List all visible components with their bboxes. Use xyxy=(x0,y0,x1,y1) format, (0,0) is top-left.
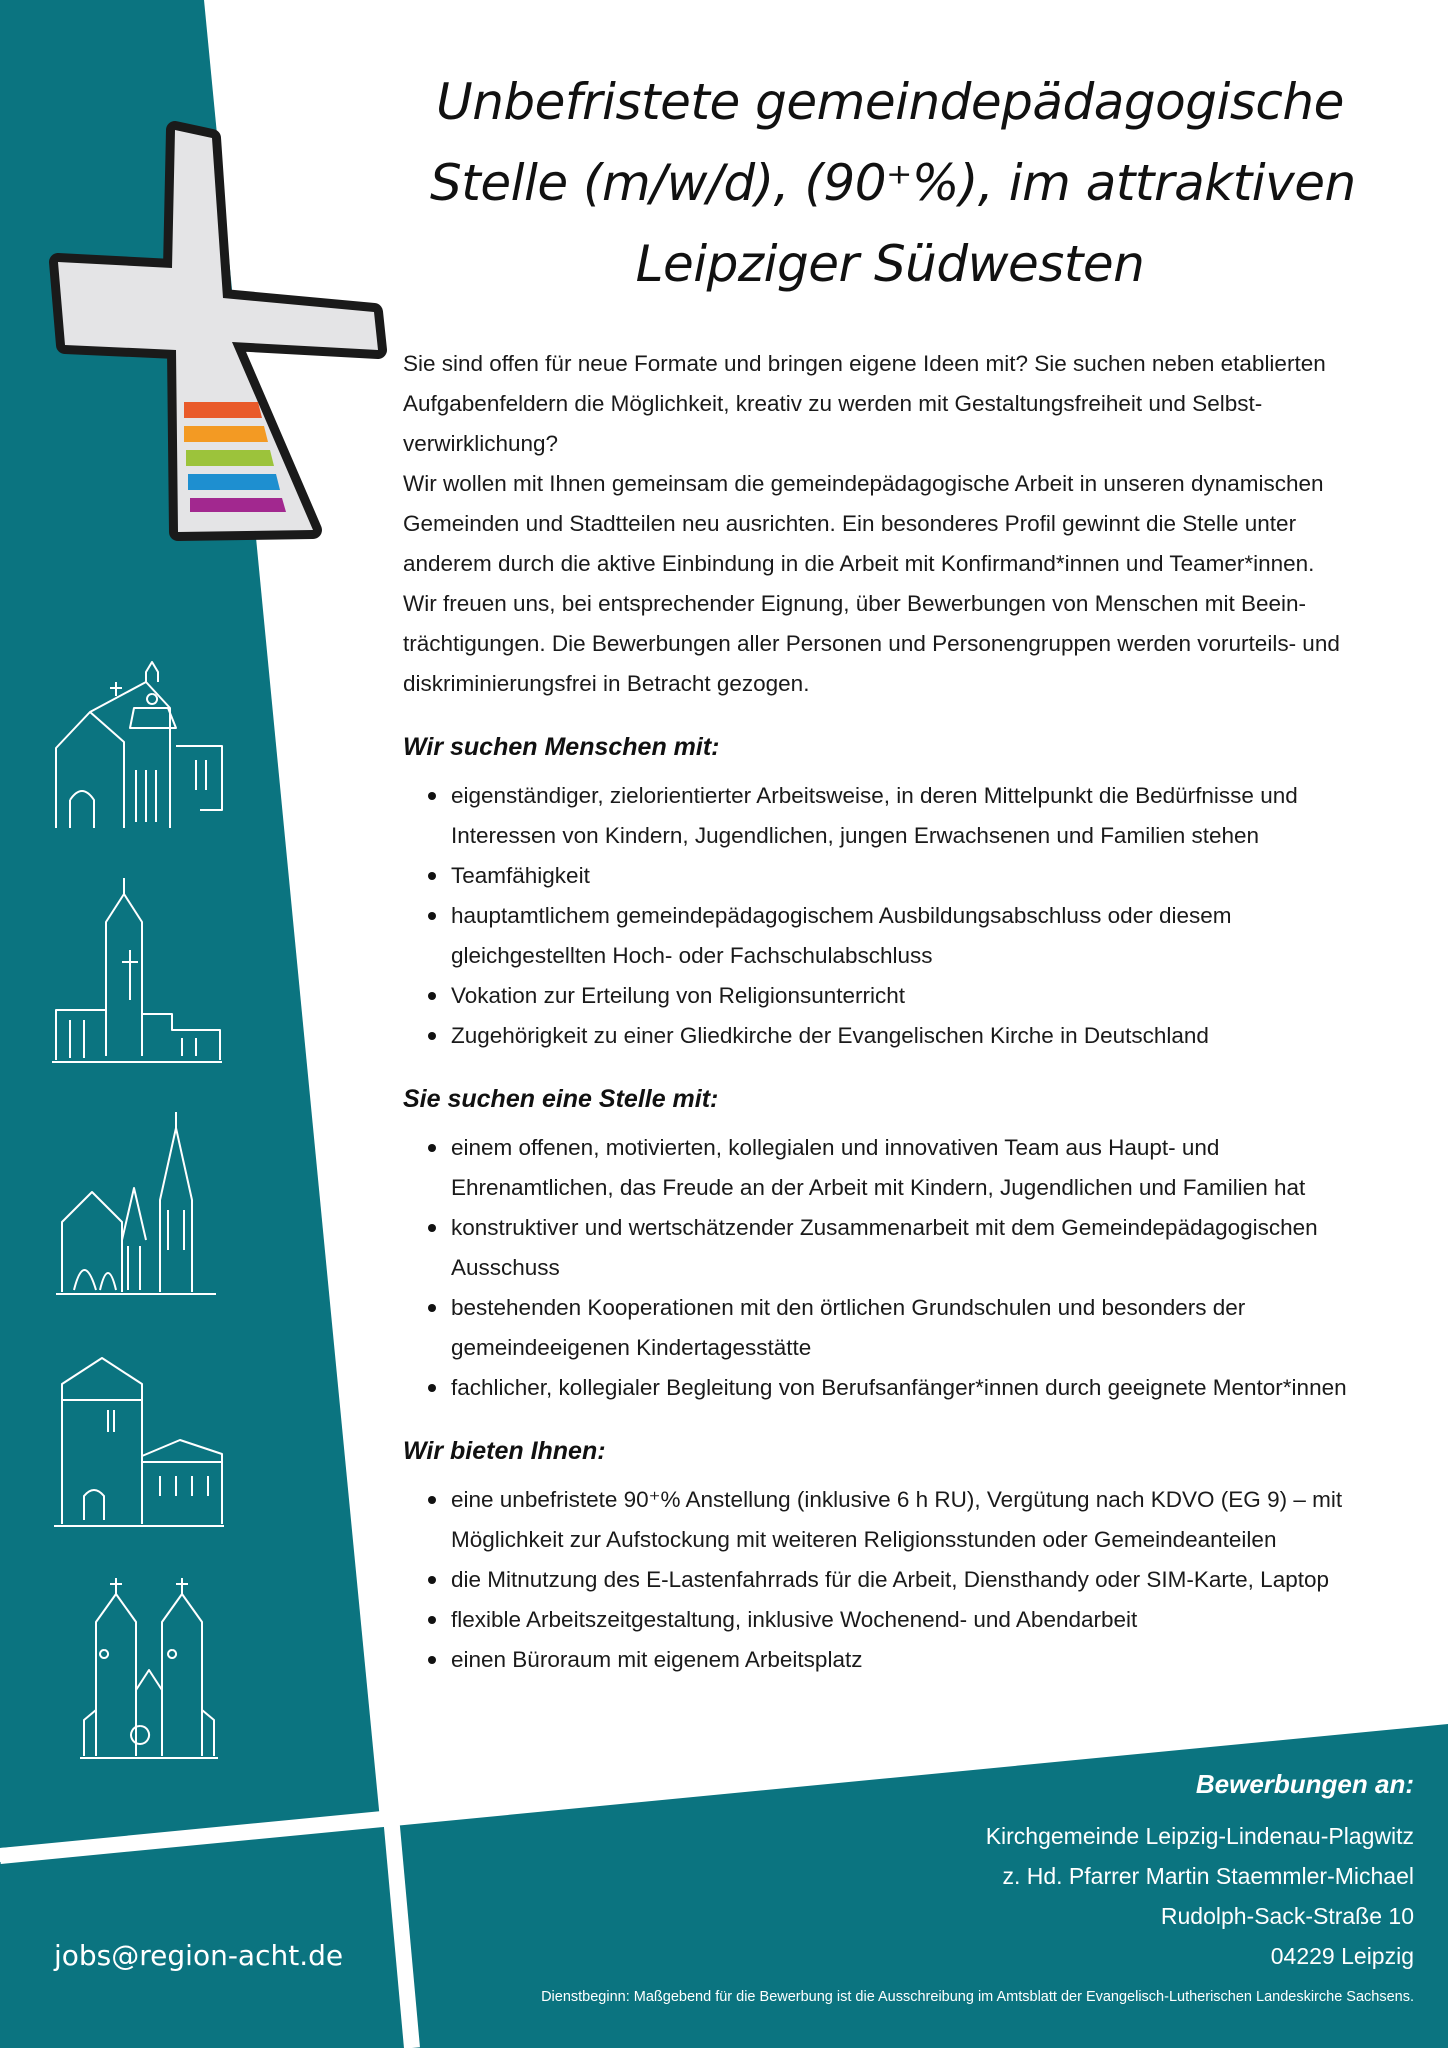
section-heading: Sie suchen eine Stelle mit: xyxy=(403,1085,719,1113)
address-line: Kirchgemeinde Leipzig-Lindenau-Plagwitz xyxy=(985,1823,1414,1849)
contact-email[interactable]: jobs@region-acht.de xyxy=(54,1939,344,1972)
application-heading: Bewerbungen an: xyxy=(1195,1769,1414,1799)
list-item: bestehenden Kooperationen mit den örtlichen Grundschulen und besonders der gemeindeeigenen Kindertagesstätte xyxy=(451,1288,1363,1368)
address-line: Rudolph-Sack-Straße 10 xyxy=(1160,1903,1414,1929)
page-title xyxy=(430,62,1356,305)
list-item: konstruktiver und wertschätzender Zusammenarbeit mit dem Gemeindepädagogischen Ausschuss xyxy=(451,1208,1363,1288)
list-item: einem offenen, motivierten, kollegialen und innovativen Team aus Haupt- und Ehrenamtlichen, das Freude an der Arbeit mit Kindern, Jugendlichen und Familien hat xyxy=(451,1128,1363,1208)
application-address xyxy=(986,1766,1414,1976)
list-item: Vokation zur Erteilung von Religionsunterricht xyxy=(451,976,1363,1016)
section-requirements xyxy=(403,730,1363,1056)
list-item: Teamfähigkeit xyxy=(451,856,1363,896)
title-line-2: Stelle (m/w/d), (90⁺%), im attraktiven xyxy=(430,154,1356,212)
list-item: fachlicher, kollegialer Begleitung von Berufsanfänger*innen durch geeignete Mentor*innen xyxy=(451,1368,1363,1408)
intro-paragraph-3: Wir freuen uns, bei entsprechender Eignung, über Bewerbungen von Menschen mit Beein-trächtigungen. Die Bewerbungen aller Personen und Personengruppen werden vorurteils- und diskriminierungsfrei in Betracht gezogen. xyxy=(403,591,1340,696)
address-line: 04229 Leipzig xyxy=(1270,1943,1414,1969)
list-item: einen Büroraum mit eigenem Arbeitsplatz xyxy=(451,1640,1363,1680)
list-item: hauptamtlichem gemeindepädagogischem Ausbildungsabschluss oder diesem gleichgestellten Hoch- oder Fachschulabschluss xyxy=(451,896,1363,976)
list-item: Zugehörigkeit zu einer Gliedkirche der Evangelischen Kirche in Deutschland xyxy=(451,1016,1363,1056)
section-heading: Wir bieten Ihnen: xyxy=(403,1437,606,1465)
intro-text xyxy=(403,344,1363,704)
section-offer xyxy=(403,1434,1363,1680)
list-item: die Mitnutzung des E-Lastenfahrrads für die Arbeit, Diensthandy oder SIM-Karte, Laptop xyxy=(451,1560,1363,1600)
list-item: flexible Arbeitszeitgestaltung, inklusive Wochenend- und Abendarbeit xyxy=(451,1600,1363,1640)
list-item: eine unbefristete 90⁺% Anstellung (inklusive 6 h RU), Vergütung nach KDVO (EG 9) – mit Möglichkeit zur Aufstockung mit weiteren Religionsstunden oder Gemeindeanteilen xyxy=(451,1480,1363,1560)
footnote: Dienstbeginn: Maßgebend für die Bewerbung ist die Ausschreibung im Amtsblatt der Evangelisch-Lutherischen Landeskirche Sachsens. xyxy=(541,1989,1414,2005)
section-heading: Wir suchen Menschen mit: xyxy=(403,733,720,761)
intro-paragraph-1: Sie sind offen für neue Formate und bringen eigene Ideen mit? Sie suchen neben etablierten Aufgabenfeldern die Möglichkeit, kreativ zu werden mit Gestaltungsfreiheit und Selbst-verwirklichung? xyxy=(403,351,1326,456)
list-item: eigenständiger, zielorientierter Arbeitsweise, in deren Mittelpunkt die Bedürfnisse und Interessen von Kindern, Jugendlichen, jungen Erwachsenen und Familien stehen xyxy=(451,776,1363,856)
bullet-list xyxy=(403,1128,1363,1408)
bullet-list xyxy=(403,1480,1363,1680)
title-line-3: Leipziger Südwesten xyxy=(635,235,1145,293)
bullet-list xyxy=(403,776,1363,1056)
title-line-1: Unbefristete gemeindepädagogische xyxy=(436,73,1344,131)
address-line: z. Hd. Pfarrer Martin Staemmler-Michael xyxy=(1002,1863,1414,1889)
intro-paragraph-2: Wir wollen mit Ihnen gemeinsam die gemeindepädagogische Arbeit in unseren dynamischen Gemeinden und Stadtteilen neu ausrichten. Ein besonderes Profil gewinnt die Stelle unter anderem durch die aktive Einbindung in die Arbeit mit Konfirmand*innen und Teamer*innen. xyxy=(403,471,1324,576)
section-position xyxy=(403,1082,1363,1408)
main-content xyxy=(403,344,1363,1680)
